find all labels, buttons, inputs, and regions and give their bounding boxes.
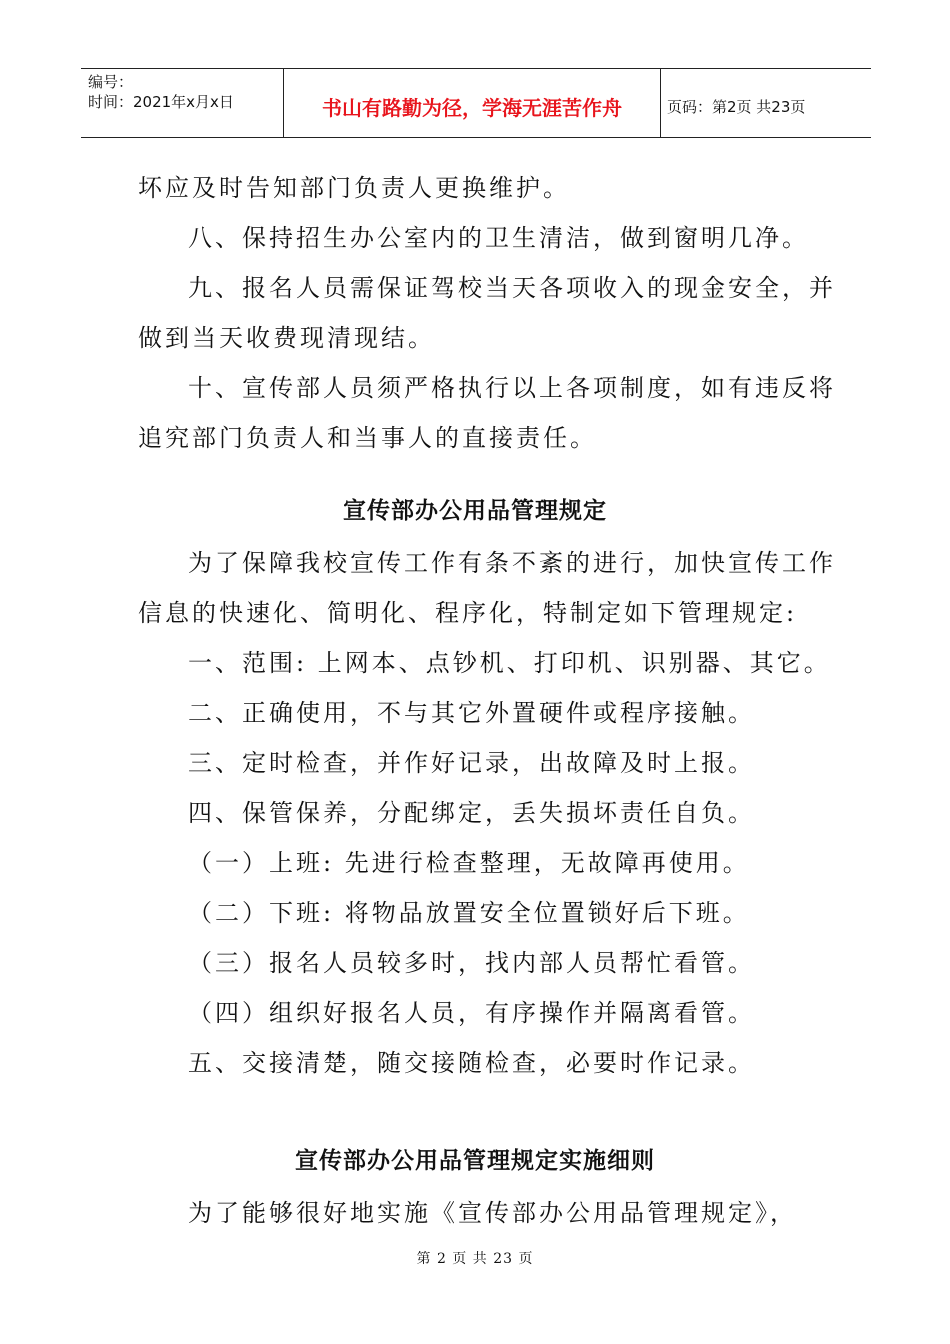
body-line: 五、交接清楚，随交接随检查，必要时作记录。 (188, 1049, 755, 1077)
body-line: （一）上班: 先进行检查整理，无故障再使用。 (188, 849, 750, 877)
body-line: （三）报名人员较多时，找内部人员帮忙看管。 (188, 949, 755, 977)
section-title: 宣传部办公用品管理规定 (343, 498, 607, 524)
document-header (81, 68, 871, 138)
body-line: 坏应及时告知部门负责人更换维护。 (138, 174, 570, 202)
header-meta-cell (81, 69, 284, 137)
section-title: 宣传部办公用品管理规定实施细则 (295, 1148, 655, 1174)
body-line: 三、定时检查，并作好记录，出故障及时上报。 (188, 749, 755, 777)
body-line: 八、保持招生办公室内的卫生清洁，做到窗明几净。 (188, 224, 809, 252)
body-line: 追究部门负责人和当事人的直接责任。 (138, 424, 597, 452)
body-line: （四）组织好报名人员，有序操作并隔离看管。 (188, 999, 755, 1027)
body-line: 十、宣传部人员须严格执行以上各项制度，如有违反将 (188, 374, 836, 402)
number-label: 编号： (88, 73, 134, 91)
body-line: （二）下班: 将物品放置安全位置锁好后下班。 (188, 899, 750, 927)
body-line: 一、范围: 上网本、点钞机、打印机、识别器、其它。 (188, 649, 831, 677)
body-line: 二、正确使用，不与其它外置硬件或程序接触。 (188, 699, 755, 727)
body-line: 九、报名人员需保证驾校当天各项收入的现金安全，并 (188, 274, 836, 302)
body-line: 为了保障我校宣传工作有条不紊的进行，加快宣传工作 (188, 549, 836, 577)
body-line: 四、保管保养，分配绑定，丢失损坏责任自负。 (188, 799, 755, 827)
time-label: 时间：2021年x月x日 (88, 93, 234, 111)
body-line: 信息的快速化、简明化、程序化，特制定如下管理规定: (138, 599, 798, 627)
body-line: 为了能够很好地实施《宣传部办公用品管理规定》， (188, 1199, 797, 1227)
page-footer: 第 2 页 共 23 页 (416, 1251, 534, 1267)
header-page-info: 页码：第2页 共23页 (667, 97, 806, 116)
header-motto: 书山有路勤为径，学海无涯苦作舟 (284, 69, 661, 137)
body-line: 做到当天收费现清现结。 (138, 324, 435, 352)
